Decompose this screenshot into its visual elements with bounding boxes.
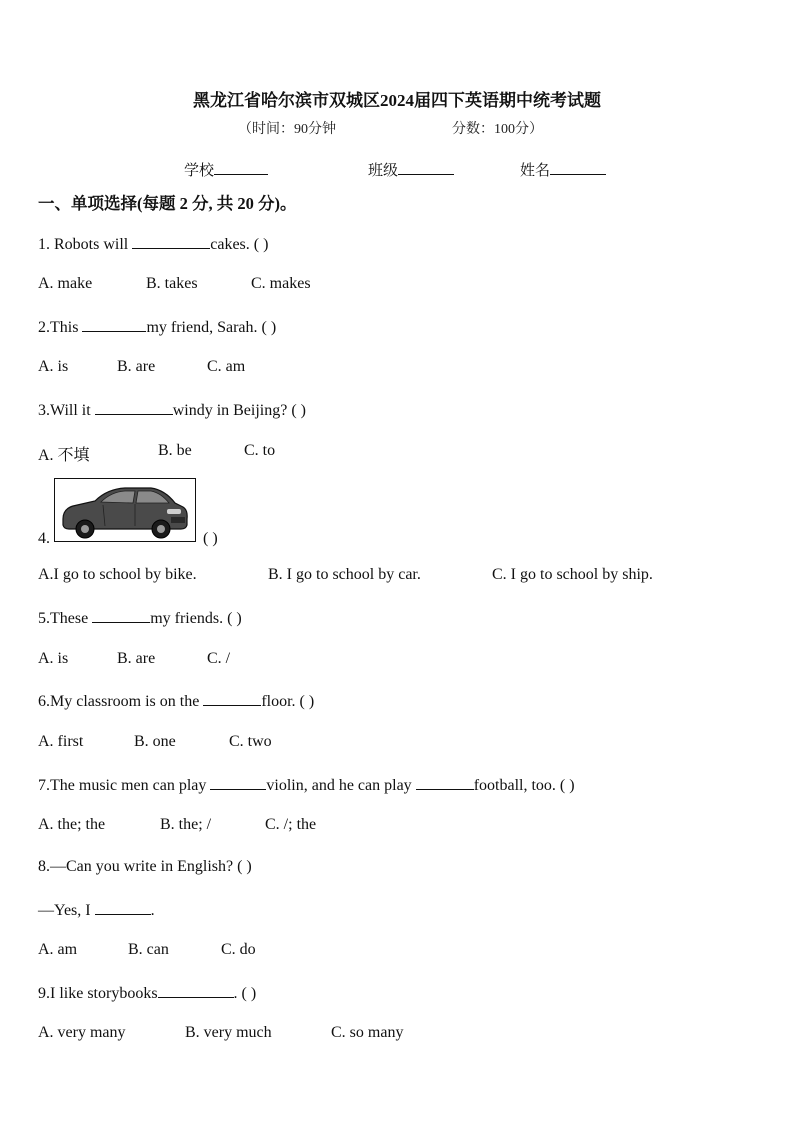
answer-blank[interactable] xyxy=(132,234,210,249)
question-5 xyxy=(38,608,242,628)
question-text: 1. Robots will xyxy=(38,236,133,253)
school-field[interactable] xyxy=(184,159,268,180)
question-text: my friend, Sarah. ( ) xyxy=(146,319,277,336)
option-c[interactable]: C. am xyxy=(207,358,246,375)
question-6 xyxy=(38,691,314,711)
option-c[interactable]: C. / xyxy=(207,650,231,667)
option-a[interactable]: A. first xyxy=(38,733,84,750)
question-text: . xyxy=(150,902,155,919)
option-a[interactable]: A. 不填 xyxy=(38,447,90,464)
school-blank[interactable] xyxy=(214,160,268,175)
option-c[interactable]: C. do xyxy=(221,941,256,958)
question-1 xyxy=(38,234,268,254)
question-4-paren: ( ) xyxy=(203,530,218,547)
option-b[interactable]: B. the; / xyxy=(160,816,212,833)
option-c[interactable]: C. makes xyxy=(251,275,311,292)
answer-blank[interactable] xyxy=(210,775,266,790)
option-a[interactable]: A. very many xyxy=(38,1024,126,1041)
option-a[interactable]: A. is xyxy=(38,358,69,375)
question-text: 3.Will it xyxy=(38,402,95,419)
question-text: 7.The music men can play xyxy=(38,777,211,794)
exam-time: （时间：90分钟 xyxy=(238,122,336,137)
answer-blank[interactable] xyxy=(95,400,173,415)
answer-blank[interactable] xyxy=(416,775,474,790)
question-text: —Yes, I xyxy=(38,902,95,919)
option-b[interactable]: B. be xyxy=(158,442,192,459)
question-text: violin, and he can play xyxy=(266,777,416,794)
option-b[interactable]: B. very much xyxy=(185,1024,272,1041)
question-text: . ( ) xyxy=(233,985,257,1002)
question-8: 8.—Can you write in English? ( ) xyxy=(38,858,252,875)
option-b[interactable]: B. can xyxy=(128,941,169,958)
answer-blank[interactable] xyxy=(82,317,146,332)
name-blank[interactable] xyxy=(550,160,606,175)
answer-blank[interactable] xyxy=(203,691,261,706)
question-8-reply xyxy=(38,900,155,920)
section-heading: 一、单项选择(每题 2 分, 共 20 分)。 xyxy=(38,194,297,213)
page-title: 黑龙江省哈尔滨市双城区2024届四下英语期中统考试题 xyxy=(193,91,601,110)
name-field[interactable] xyxy=(520,159,606,180)
answer-blank[interactable] xyxy=(158,983,234,998)
answer-blank[interactable] xyxy=(92,608,150,623)
question-7 xyxy=(38,775,575,795)
question-text: 5.These xyxy=(38,610,93,627)
option-b[interactable]: B. one xyxy=(134,733,176,750)
class-field[interactable] xyxy=(368,159,454,180)
option-a[interactable]: A. the; the xyxy=(38,816,106,833)
option-b[interactable]: B. are xyxy=(117,358,156,375)
question-text: my friends. ( ) xyxy=(150,610,242,627)
option-c[interactable]: C. /; the xyxy=(265,816,317,833)
option-b[interactable]: B. takes xyxy=(146,275,198,292)
question-text: windy in Beijing? ( ) xyxy=(172,402,306,419)
option-b[interactable]: B. are xyxy=(117,650,156,667)
answer-blank[interactable] xyxy=(95,900,151,915)
question-3 xyxy=(38,400,306,420)
option-b[interactable]: B. I go to school by car. xyxy=(268,566,421,583)
question-text: 9.I like storybooks xyxy=(38,985,158,1002)
option-c[interactable]: C. so many xyxy=(331,1024,404,1041)
question-text: cakes. ( ) xyxy=(210,236,269,253)
car-picture xyxy=(54,478,196,542)
option-c[interactable]: C. I go to school by ship. xyxy=(492,566,653,583)
option-a[interactable]: A. is xyxy=(38,650,69,667)
question-text: floor. ( ) xyxy=(261,693,315,710)
car-icon xyxy=(55,479,195,541)
question-4-number: 4. xyxy=(38,530,50,547)
question-text: football, too. ( ) xyxy=(473,777,575,794)
option-a[interactable]: A.I go to school by bike. xyxy=(38,566,197,583)
option-a[interactable]: A. am xyxy=(38,941,78,958)
class-blank[interactable] xyxy=(398,160,454,175)
name-label: 姓名 xyxy=(520,163,551,179)
question-2 xyxy=(38,317,276,337)
class-label: 班级 xyxy=(368,163,399,179)
option-c[interactable]: C. two xyxy=(229,733,272,750)
exam-score: 分数：100分） xyxy=(452,122,543,137)
question-text: 6.My classroom is on the xyxy=(38,693,204,710)
question-9 xyxy=(38,983,256,1003)
option-c[interactable]: C. to xyxy=(244,442,276,459)
question-text: 2.This xyxy=(38,319,83,336)
school-label: 学校 xyxy=(184,163,215,179)
option-a[interactable]: A. make xyxy=(38,275,93,292)
